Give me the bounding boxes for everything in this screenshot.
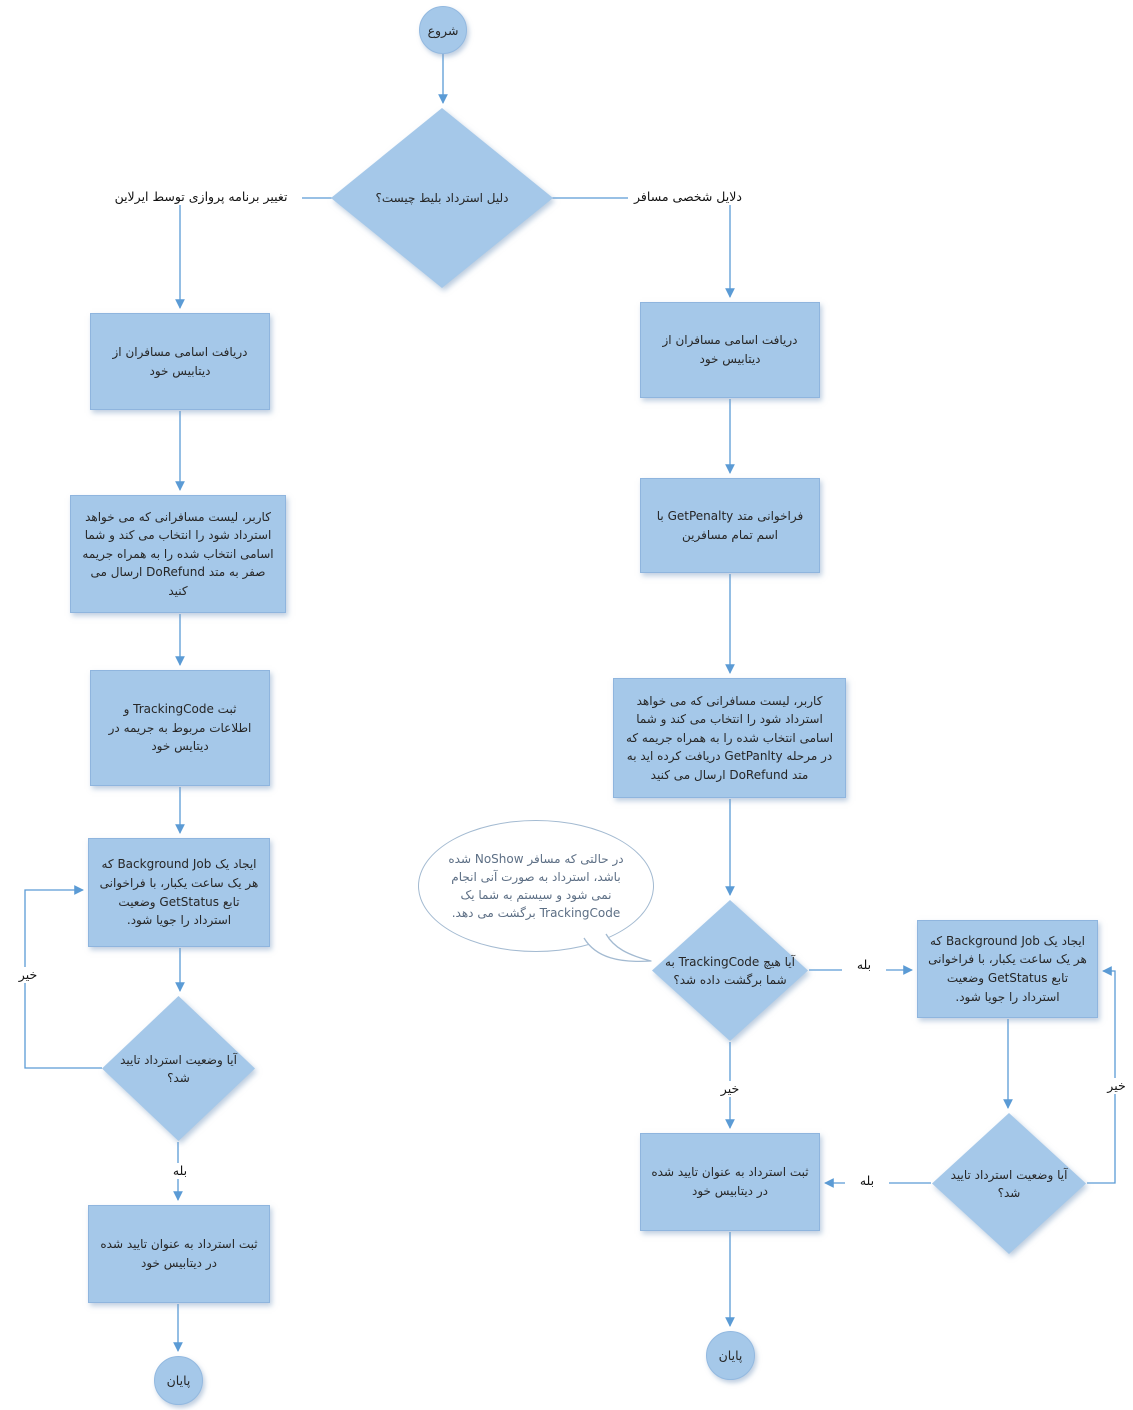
edge-label-no-tracking: خیر (706, 1081, 754, 1097)
connector-decision-left-branch (180, 198, 332, 308)
start-node (419, 6, 467, 54)
connector-decision-right-branch (551, 198, 730, 297)
process-right-get-penalty (640, 478, 820, 573)
decision-left-refund-confirmed-label: آیا وضعیت استرداد تایید شد؟ (120, 1052, 237, 1085)
process-right-get-names-label: دریافت اسامی مسافران از دیتابیس خود (662, 333, 798, 366)
process-left-get-names-label: دریافت اسامی مسافران از دیتابیس خود (112, 344, 248, 378)
callout-noshow-note-label: در حالتی که مسافر NoShow شده باشد، استرداد به صورت آنی انجام نمی شود و سیستم به شما یک TrackingCode برگشت می دهد. (448, 852, 624, 920)
end-node-right-label: پایان (718, 1348, 743, 1363)
process-left-select-send (70, 495, 286, 613)
edge-label-yes-right: بله (845, 1173, 889, 1189)
process-left-save-confirmed-label: ثبت استرداد به عنوان تایید شده در دیتابیس خود (100, 1237, 258, 1270)
decision-left-refund-confirmed (102, 996, 255, 1141)
edge-label-no-left: خیر (8, 967, 48, 983)
callout-tail (560, 915, 670, 975)
decision-refund-reason (331, 108, 553, 288)
end-node-left-label: پایان (166, 1373, 191, 1388)
edge-label-yes-left: بله (158, 1163, 202, 1179)
decision-trackingcode-returned (652, 900, 808, 1041)
edge-label-no-right: خیر (1096, 1078, 1133, 1094)
end-node-left (154, 1356, 203, 1405)
decision-right-refund-confirmed (932, 1113, 1086, 1254)
process-right-get-penalty-label: فراخوانی متد GetPenalty با اسم تمام مسافرین (656, 508, 804, 542)
edge-label-airline-change: تغییر برنامه پروازی توسط ایرلاین (100, 189, 302, 205)
process-left-save-trackingcode (90, 670, 270, 786)
process-left-background-job-label: ایجاد یک Background Job که هر یک ساعت یکبار، با فراخوانی تابع GetStatus وضعیت استرداد را جویا شود. (99, 857, 259, 928)
edge-label-yes-tracking: بله (842, 957, 886, 973)
process-left-background-job (88, 838, 270, 947)
process-right-save-confirmed (640, 1133, 820, 1231)
process-left-get-names (90, 313, 270, 410)
decision-trackingcode-returned-label: آیا هیچ TrackingCode به شما برگشت داده شد؟ (665, 954, 795, 987)
process-right-save-confirmed-label: ثبت استرداد به عنوان تایید شده در دیتابیس خود (651, 1165, 809, 1198)
process-right-get-names (640, 302, 820, 398)
process-right-select-send-label: کاربر، لیست مسافرانی که می خواهد استرداد شود را انتخاب می کند و شما اسامی انتخاب شده را به همراه جریمه که در مرحله GetPanlty دریافت کرده اید به متد DoRefund ارسال می کنید (625, 693, 834, 782)
process-right-select-send (613, 678, 846, 798)
process-right-background-job (917, 920, 1098, 1018)
process-left-save-trackingcode-label: ثبت TrackingCode و اطلاعات مربوط به جریمه در دیتایس خود (108, 702, 252, 754)
start-label: شروع (427, 22, 459, 38)
end-node-right (706, 1331, 755, 1380)
edge-label-personal-reasons: دلایل شخصی مسافر (628, 189, 748, 205)
process-left-select-send-label: کاربر، لیست مسافرانی که می خواهد استرداد شود را انتخاب می کند و شما اسامی انتخاب شده را به همراه جریمه صفر به متد DoRefund ارسال می کنید (82, 509, 274, 598)
process-left-save-confirmed (88, 1205, 270, 1303)
decision-refund-reason-label: دلیل استرداد بلیط چیست؟ (375, 191, 509, 205)
decision-right-refund-confirmed-label: آیا وضعیت استرداد تایید شد؟ (950, 1167, 1068, 1200)
process-right-background-job-label: ایجاد یک Background Job که هر یک ساعت یکبار، با فراخوانی تابع GetStatus وضعیت استرداد را جویا شود. (928, 933, 1087, 1004)
